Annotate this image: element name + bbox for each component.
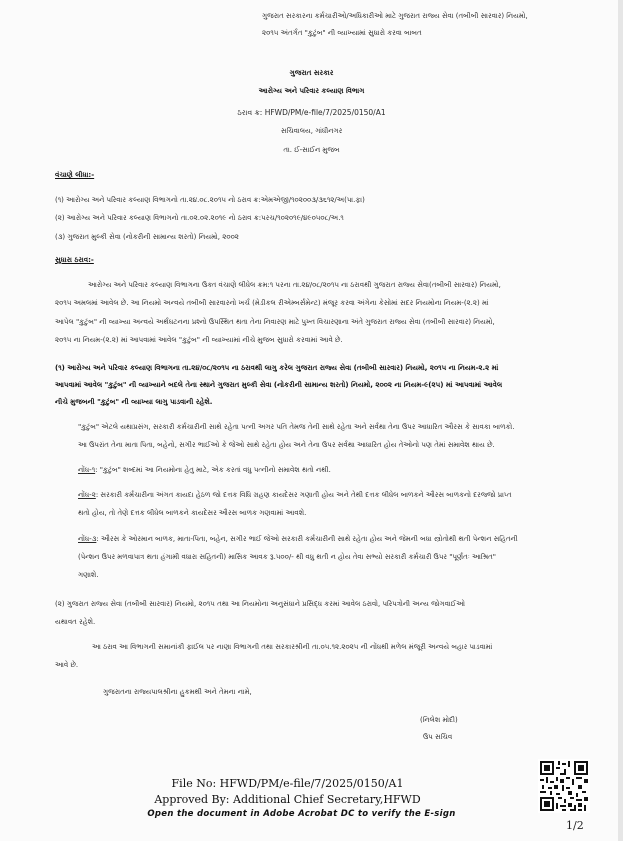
signatory-name: (નિલેશ મોદી) xyxy=(420,716,458,724)
family-definition-line: આ ઉપરાંત તેના માતા પિતા, બહેનો, સગીર ભાઈઓ કે જેઓ સાથે રહેતા હોય અને તેના ઉપર સર્વથા આધારિત હોય તેઓનો પણ તેમાં સમાવેશ થાય છે. xyxy=(78,441,495,449)
note-2-continuation: થતો હોય, તો તેણે દત્તક લીધેલ બાળકને કાયદેસર ઔરસ બાળક ગણવામાં આવશે. xyxy=(78,509,307,517)
resolution-number: ઠરાવ ક્ર: HFWD/PM/e-file/7/2025/0150/A1 xyxy=(237,108,386,117)
note-3 xyxy=(78,535,518,544)
preamble-line: આરોગ્ય અને પરિવાર કલ્યાણ વિભાગના ઉક્ત વંચાણે લીધેલ ક્રમ:૧ પરના તા.૨૪/૦૮/૨૦૧૫ ના ઠરાવથી ગુજરાત રાજ્ય સેવા(તબીબી સારવાર) નિયમો, xyxy=(88,281,501,289)
note-3-continuation: ગણાશે. xyxy=(78,571,99,579)
clause-1-line: આપવામાં આવેલ "કુટુંબ" ની વ્યાખ્યાને બદલે તેના સ્થાને ગુજરાત મુલ્કી સેવા (નોકરીની સામાન્ય શરતો) નિયમો, ૨૦૦૨ ના નિયમ-૯(૨૫) માં આપવામાં આવેલ xyxy=(55,381,503,389)
footer-verify-note: Open the document in Adobe Acrobat DC to verify the E-sign xyxy=(147,809,456,819)
subject-line-2: ૨૦૧૫ અંતર્ગત "કુટુંબ" ની વ્યાખ્યામાં સુધારો કરવા બાબત xyxy=(262,29,422,37)
note-text: : સરકારી કર્મચારીના અંગત કાયદા હેઠળ જો દત્તક વિધિ ગ્રહણ કાયદેસર ગણાતી હોય અને તેથી દત્તક લીધેલ બાળકને ઔરસ બાળકનો દરજ્જો પ્રાપ્ત xyxy=(95,491,512,499)
note-2 xyxy=(78,491,512,500)
government-title: ગુજરાત સરકાર xyxy=(289,69,334,77)
footer-file-number: File No: HFWD/PM/e-file/7/2025/0150/A1 xyxy=(171,777,404,790)
place: સચિવાલય, ગાંધીનગર xyxy=(280,127,343,135)
preamble-line: આપેલ "કુટુંબ" ની વ્યાખ્યા અન્વયે અર્થઘટનના પ્રશ્નો ઉપસ્થિત થતા તેના નિવારણ માટે પુખ્ત વિચારણાના અંતે ગુજરાત રાજ્ય સેવા (તબીબી સારવાર) નિયમો, xyxy=(55,318,495,326)
preamble-line: ૨૦૧૫ ના નિયમ-(૨.૨) માં આપવામાં આવેલ "કુટુંબ" ની વ્યાખ્યામાં નીચે મુજબ સુધારો કરવામાં આવે છે. xyxy=(55,336,343,344)
reference-item: (૨) આરોગ્ય અને પરિવાર કલ્યાણ વિભાગનો તા.૦૨.૦૨.૨૦૧૯ નો ઠરાવ ક્ર:પરચ/૧૦૨૦૧૯/૪૯૦૫૦૮/અ.૧ xyxy=(55,214,344,222)
note-text: : ઔરસ કે ઓરમાન બાળક, માતા-પિતા, બહેન, સગીર ભાઈ જેઓ સરકારી કર્મચારીની સાથે રહેતા હોય અને જેમની બધા સ્ત્રોતોથી થતી પેન્શન સહિતની xyxy=(96,535,518,543)
amendment-heading: સુધારા ઠરાવ:- xyxy=(55,256,94,264)
preamble-line: ૨૦૧૫ અમલમાં આવેલ છે. આ નિયમો અન્વયે તબીબી સારવારનો ખર્ચ (મેડીકલ રીએમ્બર્સમેન્ટ) મંજૂર કરવા અંગેના કેસોમાં સદર નિયમોના નિયમ-(૨.૨) માં xyxy=(55,299,489,307)
note-3-continuation: (પેન્શન ઉપર મળવાપાત્ર થતા હંગામી વધારા સહિતની) માસિક આવક રૂ.૫૦૦/- થી વધુ થતી ન હોય તેવા સભ્યો સરકારી કર્મચારી ઉપર "પૂર્ણતઃ આશ્રિત" xyxy=(78,553,497,561)
subject-line-1: ગુજરાત સરકારના કર્મચારીઓ/અધિકારીઓ માટે ગુજરાત રાજ્ય સેવા (તબીબી સારવાર) નિયમો, xyxy=(262,12,528,20)
governor-order-line: ગુજરાતના રાજ્યપાલશ્રીના હુકમથી અને તેમના નામે, xyxy=(103,688,252,696)
clause-1-line: (૧) આરોગ્ય અને પરિવાર કલ્યાણ વિભાગના તા.૨૪/૦૮/૨૦૧૫ ના ઠરાવથી લાગુ કરેલ ગુજરાત રાજ્ય સેવા (તબીબી સારવાર) નિયમો, ૨૦૧૫ ના નિયમ-૨.૨ માં xyxy=(55,364,499,372)
note-label: નોંધ-૨ xyxy=(78,491,96,499)
page-edge-shadow xyxy=(618,0,623,841)
note-1 xyxy=(78,466,331,475)
note-label: નોંધ-૧ xyxy=(78,466,96,474)
family-definition-line: "કુટુંબ" એટલે યથાપ્રસંગ, સરકારી કર્મચારીની સાથે રહેતા પત્ની અગર પતિ તેમજ તેની સાથે રહેતા અને સર્વથા તેના ઉપર આધારિત ઔરસ કે સાવકા બાળકો. xyxy=(78,423,515,431)
note-label: નોંધ-૩ xyxy=(78,535,97,543)
reference-item: (૩) ગુજરાત મુલ્કી સેવા (નોકરીની સામાન્ય શરતો) નિયમો, ૨૦૦૨ xyxy=(55,233,239,241)
qr-code-icon xyxy=(538,759,590,813)
approval-line: આવે છે. xyxy=(55,661,79,669)
footer-approved-by: Approved By: Additional Chief Secretary,HFWD xyxy=(154,793,421,806)
clause-2-line: યથાવત રહેશે. xyxy=(55,618,96,626)
clause-2-line: (૨) ગુજરાત રાજ્ય સેવા (તબીબી સારવાર) નિયમો, ૨૦૧૫ તથા આ નિયમોના અનુસંધાને પ્રસિદ્ધ કરમાં આવેલ ઠરાવો, પરિપત્રોની અન્ય જોગવાઈઓ xyxy=(55,600,465,608)
note-text: : "કુટુંબ" શબ્દમાં આ નિયમોના હેતુ માટે, એક કરતાં વધુ પત્નીનો સમાવેશ થતો નથી. xyxy=(95,466,331,474)
approval-line: આ ઠરાવ આ વિભાગની સમાનાંકી ફાઈલ પર નાણા વિભાગની તથા સરકારશ્રીની તા.૦૫.૧૨.૨૦૨૫ ની નોંધથી મળેલ મંજૂરી અન્વયે બહાર પાડવામાં xyxy=(92,643,493,651)
department-title: આરોગ્ય અને પરિવાર કલ્યાણ વિભાગ xyxy=(258,87,365,95)
date: તા. ઈ-સાઈન મુજબ xyxy=(283,146,340,154)
signatory-designation: ઉપ સચિવ xyxy=(423,733,453,741)
page-number: 1/2 xyxy=(566,819,584,832)
clause-1-line: નીચે મુજબની "કુટુંબ" ની વ્યાખ્યા લાગુ પાડવાની રહેશે. xyxy=(55,398,213,406)
references-heading: વંચાણે લીધા:- xyxy=(55,171,95,179)
reference-item: (૧) આરોગ્ય અને પરિવાર કલ્યાણ વિભાગનો તા.૨૪.૦૮.૨૦૧૫ નો ઠરાવ ક્ર:એમએજી/૧૦૨૦૦૩/૩૬૧૨/અ(પા.ફા) xyxy=(55,196,365,204)
